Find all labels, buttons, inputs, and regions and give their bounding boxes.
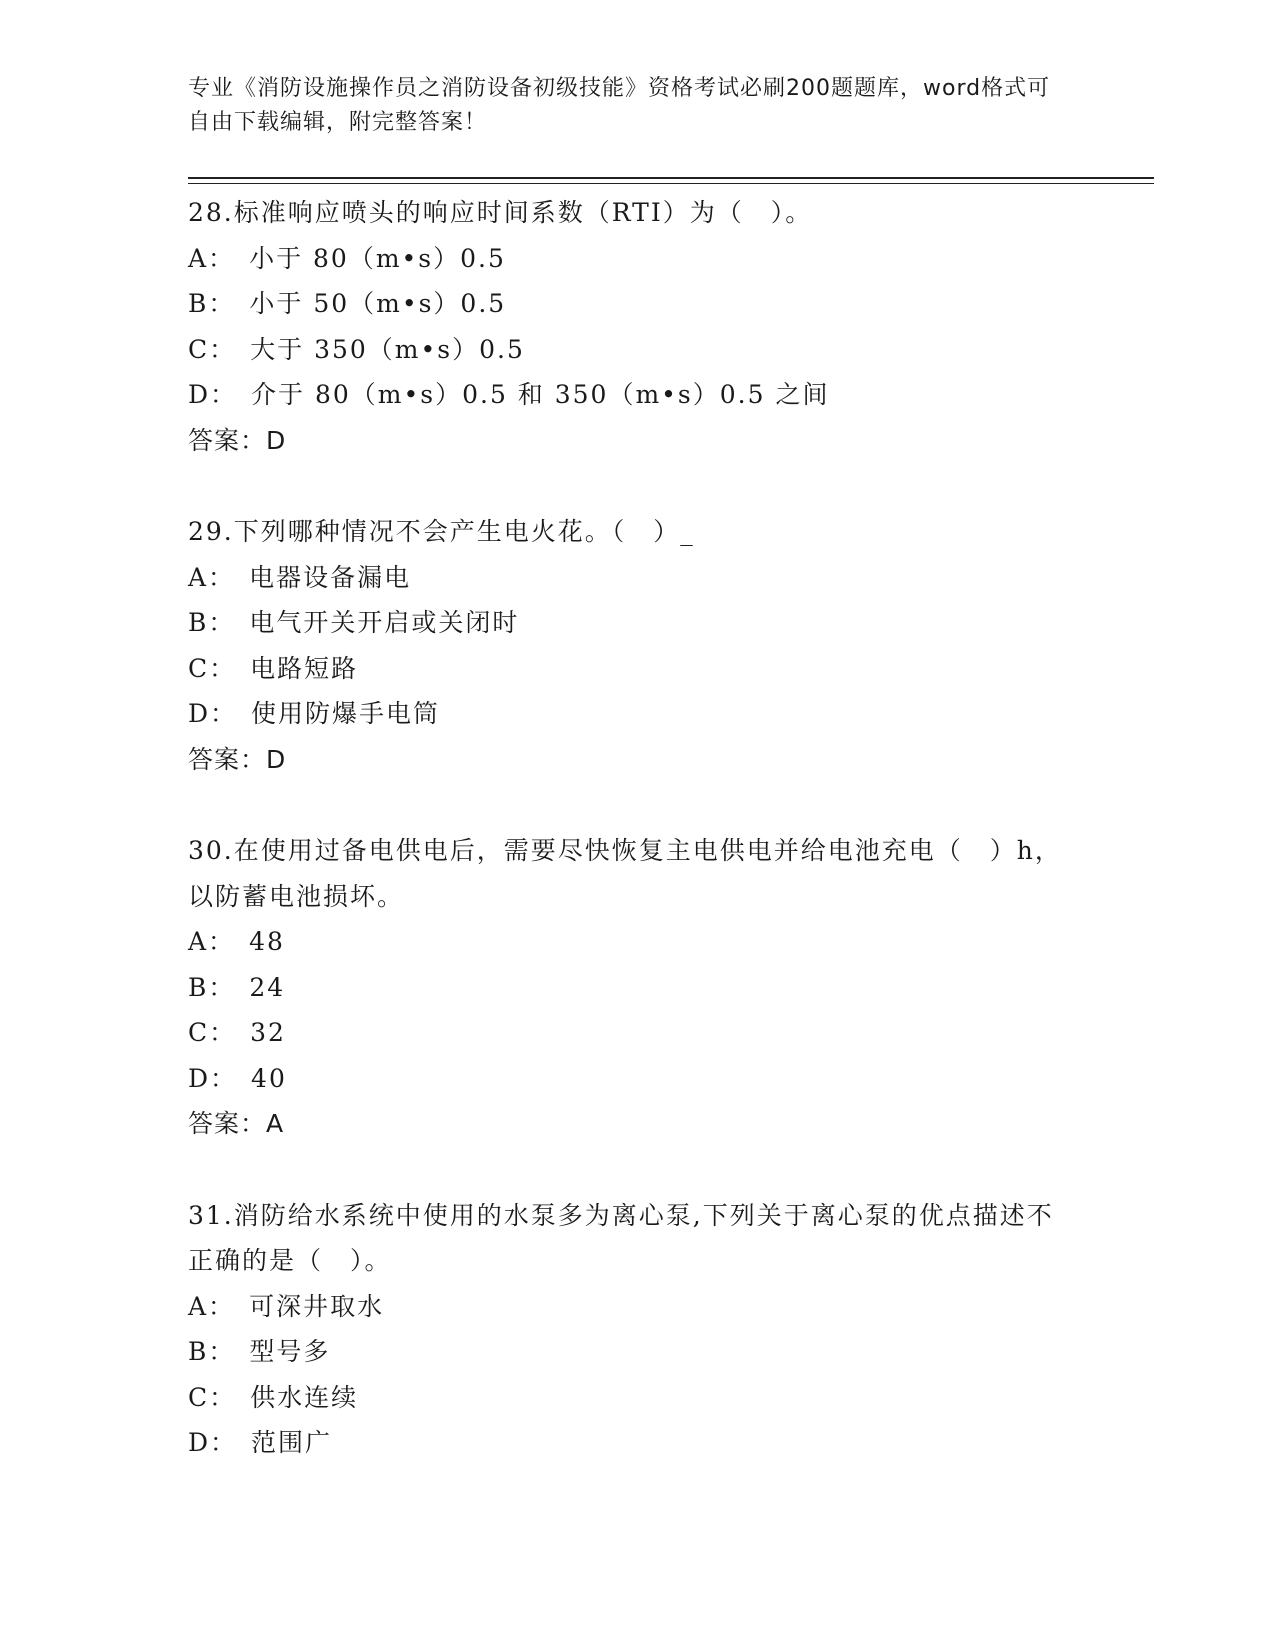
answer-line: 答案：A bbox=[188, 1109, 285, 1138]
option-letter: A： bbox=[188, 562, 236, 592]
option-text: 使用防爆手电筒 bbox=[251, 699, 441, 728]
question-stem: 28.标准响应喷头的响应时间系数（RTI）为（ ）。 bbox=[188, 198, 813, 227]
option-letter: A： bbox=[188, 927, 236, 956]
option-b bbox=[188, 965, 1088, 1011]
question-29 bbox=[188, 509, 1088, 782]
option-d bbox=[188, 1420, 1088, 1466]
option-b bbox=[188, 600, 1088, 646]
option-c bbox=[188, 1010, 1088, 1056]
option-a bbox=[188, 1284, 1088, 1330]
header-divider bbox=[188, 177, 1154, 179]
option-letter: D： bbox=[188, 1063, 238, 1093]
option-text: 48 bbox=[249, 927, 285, 956]
option-letter: C： bbox=[188, 1382, 237, 1412]
option-text: 电气开关开启或关闭时 bbox=[249, 608, 520, 637]
option-text: 小于 80（m•s）0.5 bbox=[249, 243, 506, 273]
answer-line: 答案：D bbox=[188, 744, 287, 774]
option-letter: B： bbox=[188, 1337, 236, 1366]
option-text: 电器设备漏电 bbox=[249, 562, 412, 592]
question-30 bbox=[188, 828, 1088, 1147]
option-c bbox=[188, 646, 1088, 692]
option-a bbox=[188, 919, 1088, 965]
option-letter: D： bbox=[188, 699, 238, 728]
option-letter: B： bbox=[188, 289, 236, 318]
question-stem: 30.在使用过备电供电后，需要尽快恢复主电供电并给电池充电（ ）h，以防蓄电池损坏。 bbox=[188, 836, 1062, 911]
option-text: 介于 80（m•s）0.5 和 350（m•s）0.5 之间 bbox=[251, 380, 830, 409]
option-letter: B： bbox=[188, 972, 236, 1002]
option-letter: C： bbox=[188, 653, 237, 683]
option-d bbox=[188, 372, 1088, 418]
option-letter: C： bbox=[188, 334, 237, 364]
option-d bbox=[188, 1056, 1088, 1102]
answer-line: 答案：D bbox=[188, 425, 287, 455]
option-letter: C： bbox=[188, 1018, 237, 1047]
option-text: 大于 350（m•s）0.5 bbox=[250, 334, 525, 364]
option-b bbox=[188, 1329, 1088, 1375]
option-b bbox=[188, 281, 1088, 327]
option-c bbox=[188, 1375, 1088, 1421]
question-stem: 31.消防给水系统中使用的水泵多为离心泵,下列关于离心泵的优点描述不正确的是（ ）。 bbox=[188, 1200, 1054, 1275]
option-text: 32 bbox=[250, 1018, 286, 1047]
option-letter: A： bbox=[188, 1291, 236, 1321]
option-a bbox=[188, 555, 1088, 601]
document-header: 专业《消防设施操作员之消防设备初级技能》资格考试必刷200题题库，word格式可自由下载编辑，附完整答案！ bbox=[188, 76, 1051, 135]
option-letter: B： bbox=[188, 608, 236, 637]
question-31 bbox=[188, 1193, 1088, 1466]
question-stem: 29.下列哪种情况不会产生电火花。（ ）_ bbox=[188, 517, 695, 546]
option-text: 范围广 bbox=[251, 1428, 333, 1457]
option-text: 24 bbox=[249, 972, 286, 1002]
option-text: 供水连续 bbox=[250, 1382, 359, 1412]
option-a bbox=[188, 236, 1088, 282]
header-divider-thin bbox=[188, 183, 1154, 184]
question-28 bbox=[188, 190, 1088, 463]
question-list bbox=[188, 190, 1088, 1512]
option-letter: D： bbox=[188, 1428, 238, 1457]
option-text: 可深井取水 bbox=[249, 1291, 385, 1321]
option-text: 40 bbox=[251, 1063, 287, 1093]
option-text: 小于 50（m•s）0.5 bbox=[249, 289, 507, 318]
option-c bbox=[188, 327, 1088, 373]
option-letter: A： bbox=[188, 243, 236, 273]
option-text: 型号多 bbox=[249, 1337, 331, 1366]
option-d bbox=[188, 691, 1088, 737]
option-text: 电路短路 bbox=[250, 653, 359, 683]
option-letter: D： bbox=[188, 380, 238, 409]
